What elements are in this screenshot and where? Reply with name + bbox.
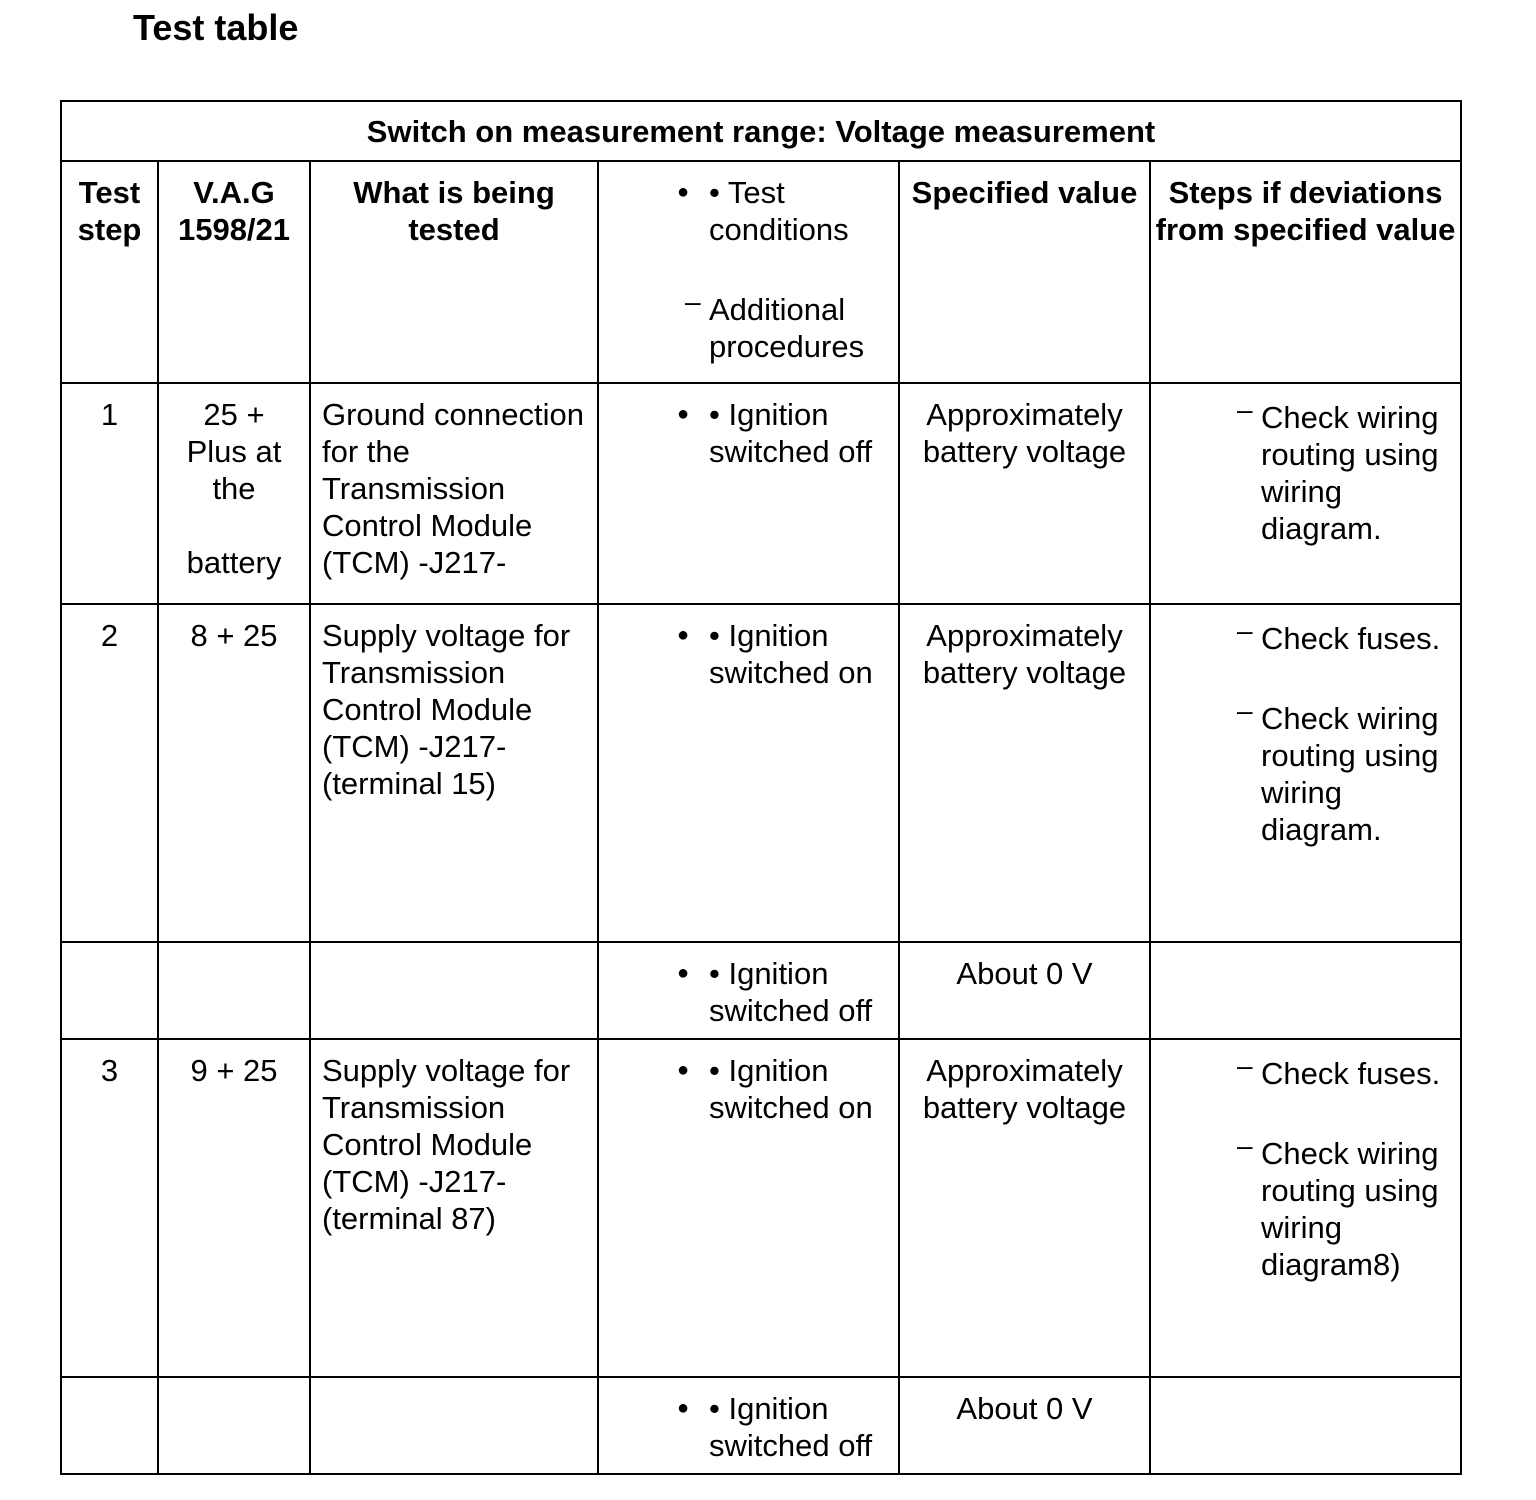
cell-what: Ground connection for the Transmission Control Module (TCM) -J217- (310, 383, 598, 604)
condition-text: • Ignition switched off (709, 397, 873, 469)
table-row (61, 383, 1461, 604)
cell-condition (598, 942, 899, 1039)
header-conditions-label: • Test conditions (709, 175, 849, 247)
cell-vag: 9 + 25 (158, 1039, 310, 1377)
cell-condition (598, 1039, 899, 1377)
step-text: Check wiring routing using wiring diagram. (1261, 400, 1439, 546)
cell-what: Supply voltage for Transmission Control Module (TCM) -J217- (terminal 15) (310, 604, 598, 942)
bullet-icon: ● (677, 624, 690, 646)
cell-vag: 25 + Plus at the battery (158, 383, 310, 604)
cell-specified: Approximately battery voltage (899, 604, 1150, 942)
cell-steps (1150, 1039, 1461, 1377)
cell-specified: Approximately battery voltage (899, 383, 1150, 604)
cell-steps (1150, 942, 1461, 1039)
dash-icon: – (1237, 1050, 1253, 1081)
cell-vag (158, 1377, 310, 1474)
header-what-tested: What is being tested (310, 161, 598, 383)
table-row (61, 1039, 1461, 1377)
dash-icon: – (1237, 695, 1253, 726)
condition-text: • Ignition switched off (709, 956, 873, 1028)
bullet-icon: ● (677, 1397, 690, 1419)
header-vag: V.A.G 1598/21 (158, 161, 310, 383)
condition-text: • Ignition switched off (709, 1391, 873, 1463)
dash-icon: – (685, 286, 701, 317)
test-table (60, 100, 1462, 1475)
header-test-step: Test step (61, 161, 158, 383)
condition-text: • Ignition switched on (709, 1053, 873, 1125)
step-text: Check fuses. (1261, 621, 1441, 656)
cell-condition (598, 604, 899, 942)
cell-steps (1150, 604, 1461, 942)
step-text: Check wiring routing using wiring diagram8) (1261, 1136, 1439, 1282)
header-additional-label: Additional procedures (709, 292, 865, 364)
bullet-icon: ● (677, 1059, 690, 1081)
cell-steps (1150, 383, 1461, 604)
condition-text: • Ignition switched on (709, 618, 873, 690)
cell-steps (1150, 1377, 1461, 1474)
cell-what: Supply voltage for Transmission Control Module (TCM) -J217- (terminal 87) (310, 1039, 598, 1377)
header-specified-value: Specified value (899, 161, 1150, 383)
cell-step: 2 (61, 604, 158, 942)
cell-specified: About 0 V (899, 1377, 1150, 1474)
step-text: Check wiring routing using wiring diagram. (1261, 701, 1439, 847)
cell-specified: Approximately battery voltage (899, 1039, 1150, 1377)
header-steps-deviation: Steps if deviations from specified value (1150, 161, 1461, 383)
step-text: Check fuses. (1261, 1056, 1441, 1091)
cell-step: 1 (61, 383, 158, 604)
cell-what (310, 1377, 598, 1474)
table-header-row (61, 161, 1461, 383)
header-conditions (598, 161, 899, 383)
bullet-icon: ● (677, 181, 690, 203)
bullet-icon: ● (677, 403, 690, 425)
table-row (61, 604, 1461, 942)
cell-what (310, 942, 598, 1039)
table-row (61, 942, 1461, 1039)
cell-specified: About 0 V (899, 942, 1150, 1039)
cell-step (61, 1377, 158, 1474)
dash-icon: – (1237, 1130, 1253, 1161)
cell-step (61, 942, 158, 1039)
cell-vag: 8 + 25 (158, 604, 310, 942)
cell-condition (598, 1377, 899, 1474)
bullet-icon: ● (677, 962, 690, 984)
cell-vag (158, 942, 310, 1039)
dash-icon: – (1237, 394, 1253, 425)
table-row (61, 1377, 1461, 1474)
table-caption: Switch on measurement range: Voltage measurement (61, 101, 1461, 161)
cell-step: 3 (61, 1039, 158, 1377)
cell-condition (598, 383, 899, 604)
page-title: Test table (133, 7, 299, 48)
dash-icon: – (1237, 615, 1253, 646)
